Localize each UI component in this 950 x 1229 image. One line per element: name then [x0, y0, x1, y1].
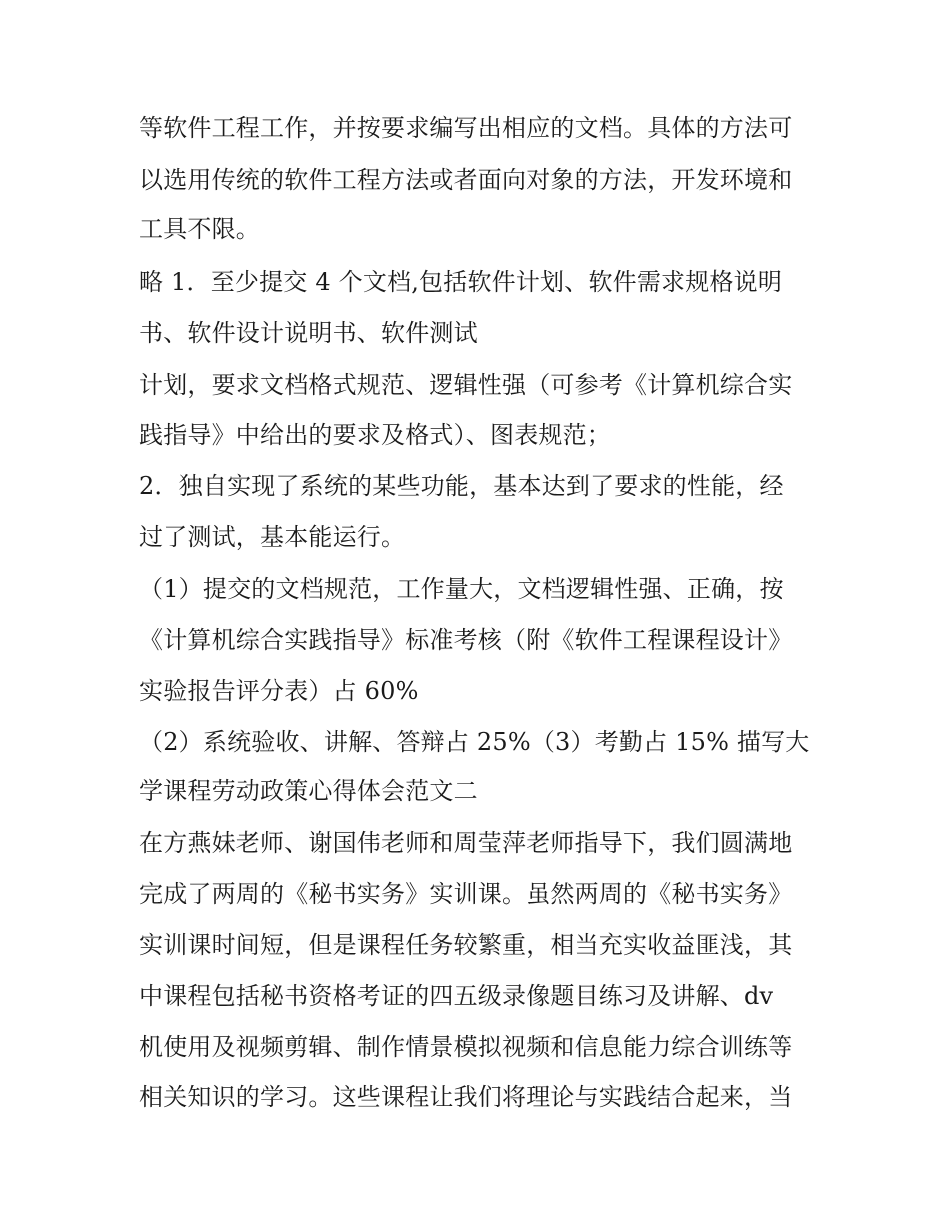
- text-line: 略 1．至少提交 4 个文档,包括软件计划、软件需求规格说明: [139, 268, 783, 296]
- text-line: 等软件工程工作，并按要求编写出相应的文档。具体的方法可: [139, 114, 793, 142]
- text-line: （1）提交的文档规范，工作量大，文档逻辑性强、正确，按: [139, 575, 784, 603]
- text-line: 2．独自实现了系统的某些功能，基本达到了要求的性能，经: [139, 472, 784, 500]
- text-line: 机使用及视频剪辑、制作情景模拟视频和信息能力综合训练等: [139, 1033, 793, 1061]
- text-line: 过了测试，基本能运行。: [139, 523, 406, 551]
- text-line: 完成了两周的《秘书实务》实训课。虽然两周的《秘书实务》: [139, 880, 793, 908]
- text-line: 中课程包括秘书资格考证的四五级录像题目练习及讲解、dv: [139, 982, 774, 1010]
- text-line: （2）系统验收、讲解、答辩占 25%（3）考勤占 15% 描写大: [139, 728, 810, 756]
- text-line: 实训课时间短，但是课程任务较繁重，相当充实收益匪浅，其: [139, 931, 793, 959]
- text-line: 学课程劳动政策心得体会范文二: [139, 777, 478, 805]
- text-line: 相关知识的学习。这些课程让我们将理论与实践结合起来，当: [139, 1083, 793, 1111]
- text-line: 实验报告评分表）占 60%: [139, 677, 419, 705]
- text-line: 工具不限。: [139, 215, 260, 243]
- text-line: 书、软件设计说明书、软件测试: [139, 319, 478, 347]
- text-line: 《计算机综合实践指导》标准考核（附《软件工程课程设计》: [139, 626, 793, 654]
- text-line: 践指导》中给出的要求及格式）、图表规范；: [139, 421, 611, 449]
- text-line: 以选用传统的软件工程方法或者面向对象的方法，开发环境和: [139, 166, 793, 194]
- text-line: 计划，要求文档格式规范、逻辑性强（可参考《计算机综合实: [139, 371, 793, 399]
- text-line: 在方燕妹老师、谢国伟老师和周莹萍老师指导下，我们圆满地: [139, 829, 793, 857]
